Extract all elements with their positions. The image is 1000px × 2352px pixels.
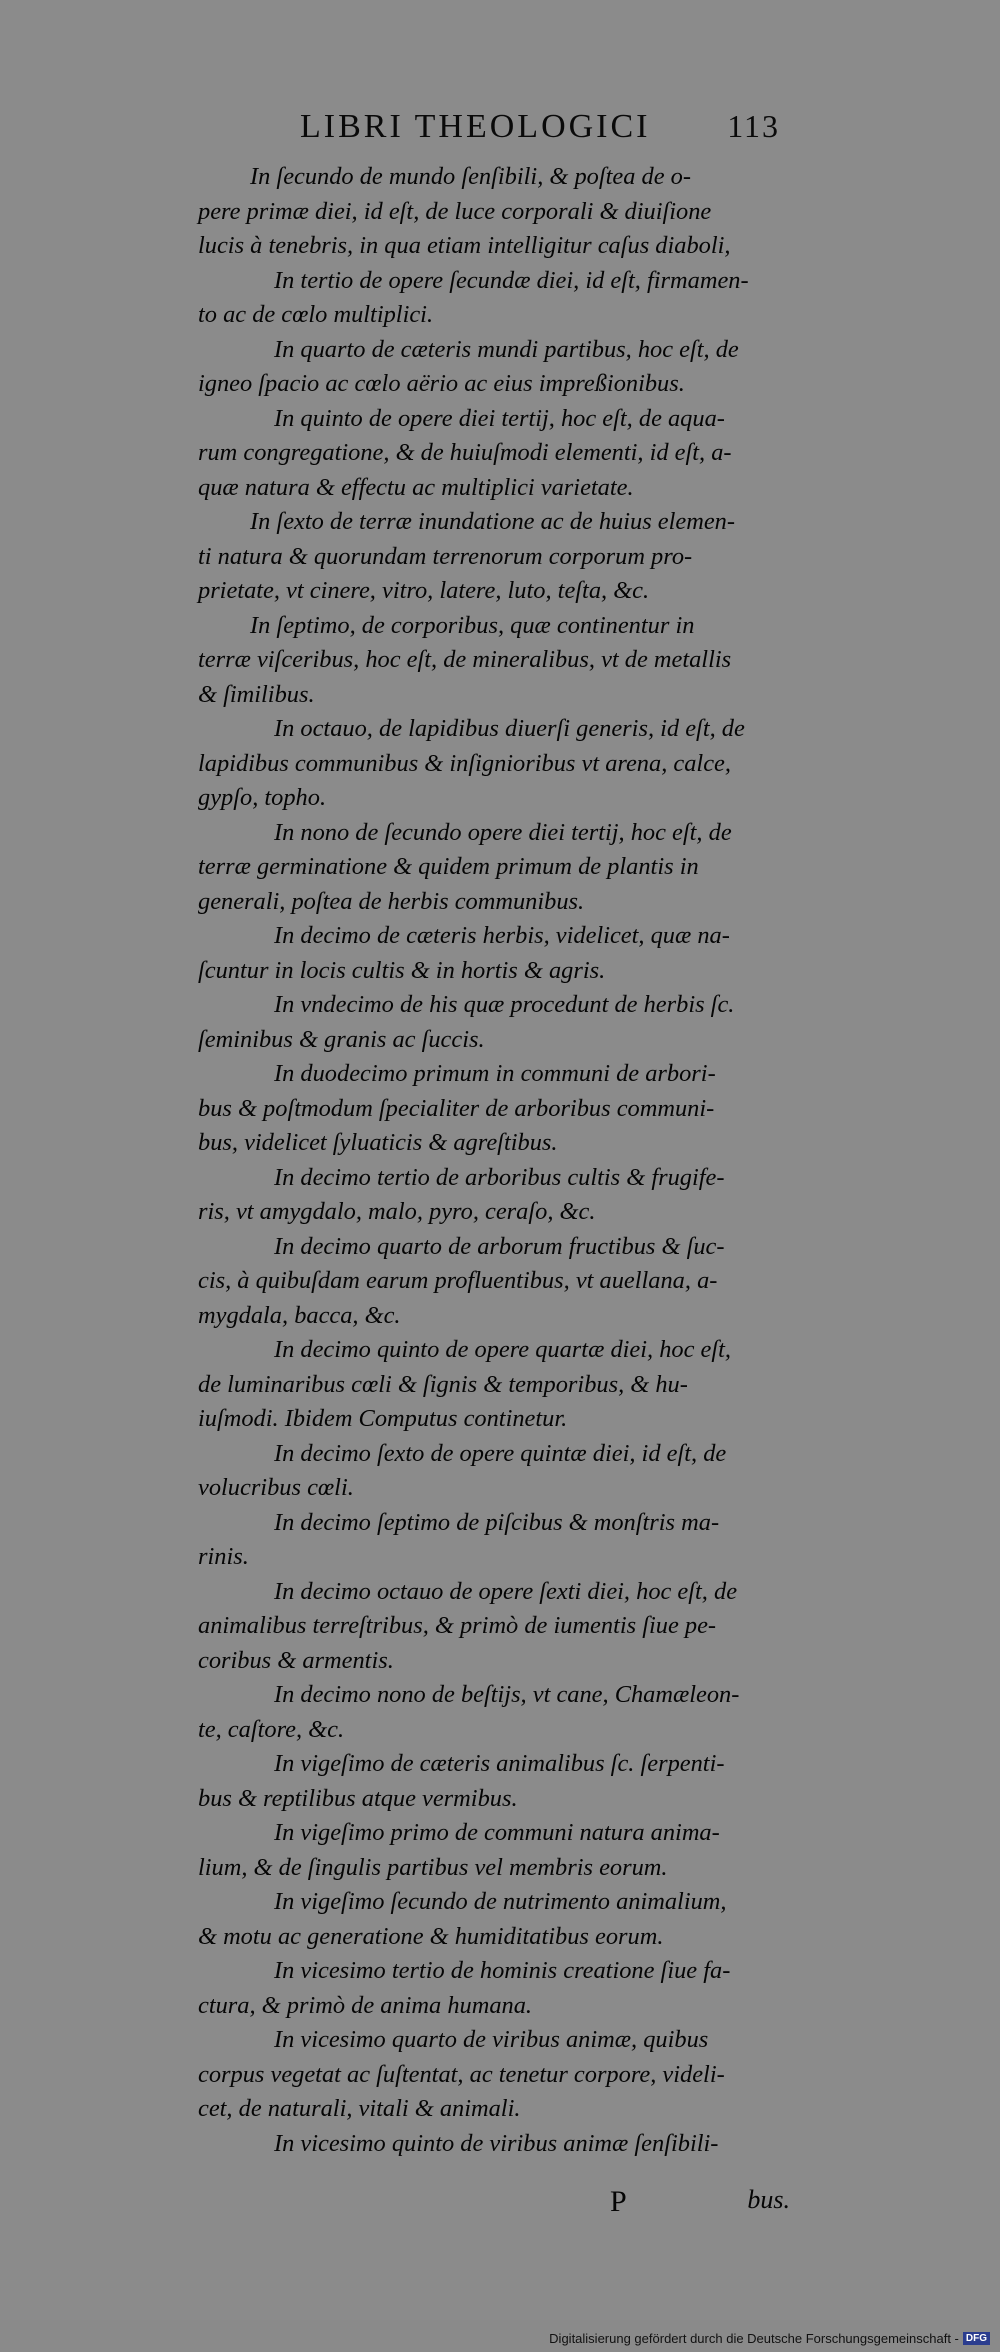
text-line: In vicesimo quarto de viribus animæ, quibus: [274, 2026, 709, 2053]
text-line: In vicesimo quinto de viribus animæ ſenſibili-: [274, 2129, 719, 2157]
text-line: In quinto de opere diei tertij, hoc eſt, de aqua-: [274, 404, 725, 432]
page-header: [300, 108, 780, 146]
text-line: In nono de ſecundo opere diei tertij, hoc eſt, de: [274, 818, 732, 846]
text-line: In vigeſimo ſecundo de nutrimento animalium,: [274, 1888, 727, 1915]
text-line: te, caſtore, &c.: [198, 1715, 345, 1743]
text-line: In decimo tertio de arboribus cultis & frugife-: [274, 1163, 725, 1191]
catchword: bus.: [747, 2185, 790, 2214]
text-line: volucribus cœli.: [198, 1474, 354, 1501]
text-line: quæ natura & effectu ac multiplici varietate.: [198, 473, 634, 501]
text-line: iuſmodi. Ibidem Computus continetur.: [198, 1405, 568, 1432]
text-line: igneo ſpacio ac cœlo aërio ac eius impreßionibus.: [198, 370, 685, 397]
text-line: de luminaribus cœli & ſignis & temporibus, & hu-: [198, 1370, 688, 1398]
text-line: In vigeſimo primo de communi natura anima-: [274, 1819, 720, 1846]
text-line: rinis.: [198, 1543, 249, 1570]
body-text: [198, 160, 788, 2161]
text-line: In vndecimo de his quæ procedunt de herbis ſc.: [274, 991, 735, 1018]
text-line: gypſo, topho.: [198, 784, 327, 811]
text-line: terræ germinatione & quidem primum de plantis in: [198, 853, 699, 880]
text-line: rum congregatione, & de huiuſmodi elementi, id eſt, a-: [198, 439, 732, 466]
text-line: In ſexto de terræ inundatione ac de huius elemen-: [250, 508, 735, 535]
text-line: In vicesimo tertio de hominis creatione ſiue fa-: [274, 1957, 731, 1984]
text-line: pere primæ diei, id eſt, de luce corporali & diuiſione: [198, 197, 712, 225]
credit-text: Digitalisierung gefördert durch die Deutsche Forschungsgemeinschaft -: [549, 2331, 959, 2346]
text-line: lium, & de ſingulis partibus vel membris eorum.: [198, 1853, 668, 1881]
text-line: cet, de naturali, vitali & animali.: [198, 2095, 521, 2122]
text-line: ti natura & quorundam terrenorum corporum pro-: [198, 542, 693, 570]
text-line: In octauo, de lapidibus diuerſi generis, id eſt, de: [274, 715, 745, 742]
text-line: lucis à tenebris, in qua etiam intelligitur caſus diaboli,: [198, 232, 731, 259]
signature-mark: P: [610, 2185, 627, 2218]
text-line: bus & poſtmodum ſpecialiter de arboribus communi-: [198, 1094, 715, 1122]
text-line: In decimo ſeptimo de piſcibus & monſtris ma-: [274, 1508, 720, 1536]
text-line: lapidibus communibus & inſignioribus vt arena, calce,: [198, 749, 731, 777]
text-line: In tertio de opere ſecundæ diei, id eſt, firmamen-: [274, 266, 749, 294]
text-line: In ſecundo de mundo ſenſibili, & poſtea de o-: [250, 163, 691, 190]
text-line: prietate, vt cinere, vitro, latere, luto, teſta, &c.: [198, 577, 650, 604]
text-line: animalibus terreſtribus, & primò de iumentis ſiue pe-: [198, 1612, 717, 1639]
text-line: In vigeſimo de cæteris animalibus ſc. ſerpenti-: [274, 1750, 725, 1777]
text-line: cis, à quibuſdam earum profluentibus, vt auellana, a-: [198, 1267, 718, 1294]
text-line: In duodecimo primum in communi de arbori-: [274, 1060, 716, 1087]
text-line: & ſimilibus.: [198, 680, 315, 708]
text-line: In quarto de cæteris mundi partibus, hoc eſt, de: [274, 335, 739, 363]
text-line: generali, poſtea de herbis communibus.: [198, 887, 585, 915]
text-line: In decimo quarto de arborum fructibus & ſuc-: [274, 1232, 725, 1260]
text-line: In decimo octauo de opere ſexti diei, hoc eſt, de: [274, 1577, 738, 1605]
text-line: In ſeptimo, de corporibus, quæ continentur in: [250, 611, 695, 639]
page-footer: [610, 2185, 790, 2219]
page-number: 113: [727, 108, 780, 144]
text-line: ſeminibus & granis ac ſuccis.: [198, 1025, 485, 1053]
text-line: corpus vegetat ac ſuſtentat, ac tenetur corpore, videli-: [198, 2060, 725, 2088]
text-line: bus & reptilibus atque vermibus.: [198, 1784, 518, 1812]
text-line: to ac de cœlo multiplici.: [198, 301, 434, 328]
text-line: terræ viſceribus, hoc eſt, de mineralibus, vt de metallis: [198, 646, 732, 673]
text-line: In decimo nono de beſtijs, vt cane, Chamæleon-: [274, 1681, 740, 1708]
text-line: In decimo de cæteris herbis, videlicet, quæ na-: [274, 922, 730, 949]
text-line: ris, vt amygdalo, malo, pyro, ceraſo, &c.: [198, 1198, 596, 1225]
digitization-credit: [549, 2331, 990, 2346]
text-line: In decimo ſexto de opere quintæ diei, id eſt, de: [274, 1439, 727, 1467]
text-line: ctura, & primò de anima humana.: [198, 1991, 533, 2019]
dfg-logo-icon: DFG: [963, 2332, 990, 2345]
text-line: coribus & armentis.: [198, 1646, 394, 1674]
text-line: bus, videlicet ſyluaticis & agreſtibus.: [198, 1129, 558, 1156]
running-head: LIBRI THEOLOGICI: [300, 108, 651, 145]
text-line: In decimo quinto de opere quartæ diei, hoc eſt,: [274, 1336, 732, 1363]
text-line: ſcuntur in locis cultis & in hortis & agris.: [198, 956, 606, 984]
text-line: & motu ac generatione & humiditatibus eorum.: [198, 1922, 664, 1950]
text-line: mygdala, bacca, &c.: [198, 1301, 401, 1329]
